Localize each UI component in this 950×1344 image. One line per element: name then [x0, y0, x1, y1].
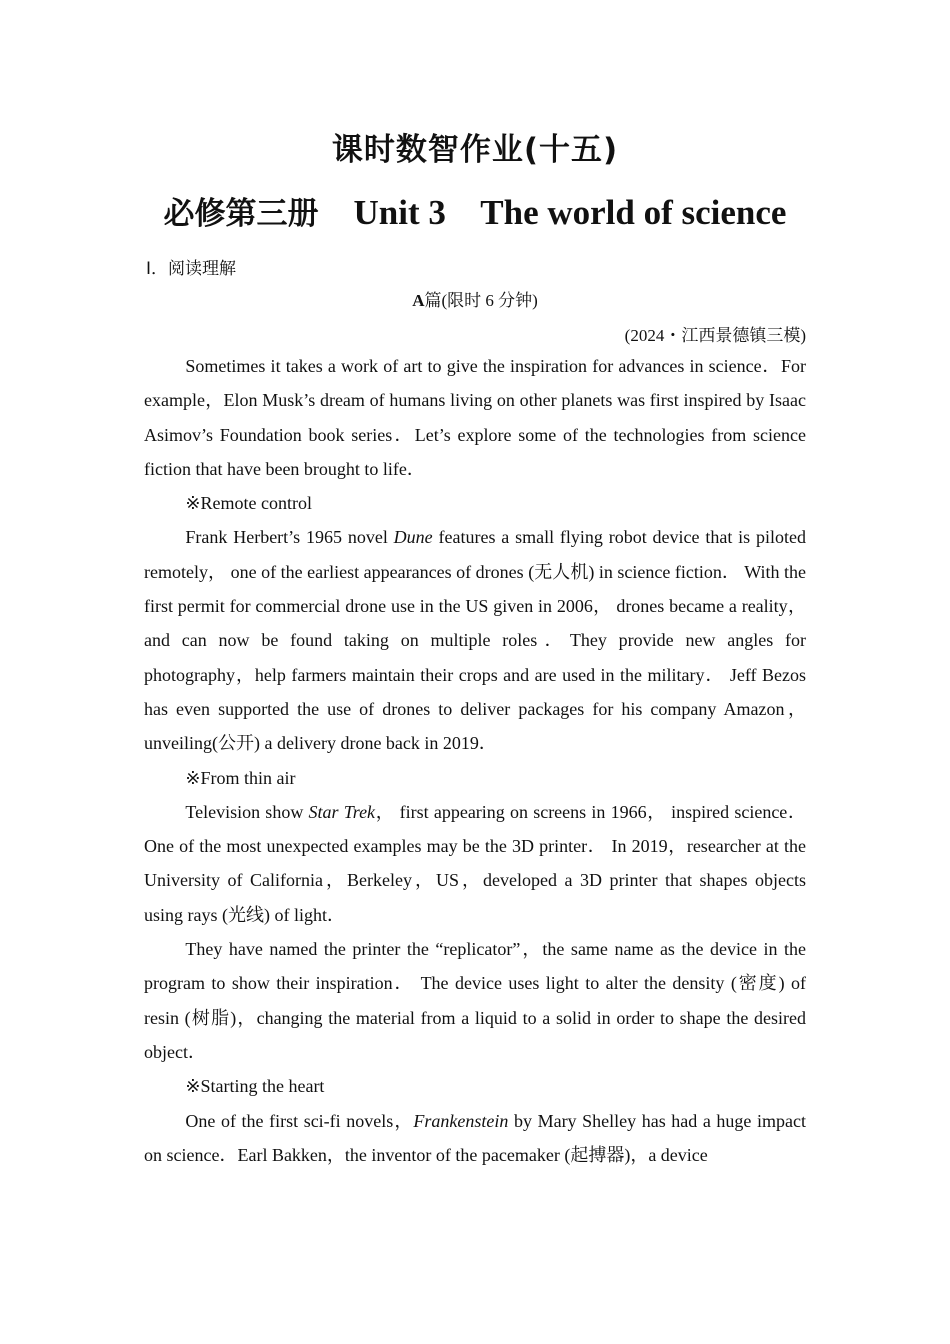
passage-body — [144, 349, 806, 1172]
paragraph-text: ， first appearing on screens in 1966， inspired science． One of the most unexpected examples may be the 3D printer． In 2019，researcher at the University of California，Berkeley，US，developed a 3D printer that shapes objects using rays (光线) of light． — [144, 801, 806, 925]
paragraph-drones — [144, 520, 806, 760]
worksheet-title: 课时数智作业(十五) — [331, 132, 619, 168]
passage-source: (2024・江西景德镇三模) — [624, 326, 806, 345]
subtitle-topic: The world of science — [480, 193, 787, 232]
unit-subtitle — [0, 188, 950, 233]
paragraph-text: features a small flying robot device that is piloted remotely， one of the earliest appearances of drones (无人机) in science fiction． With the first permit for commercial drone use in the US given in 2006， drones became a reality， and can now be found taking on multiple roles．They provide new angles for photography，help farmers maintain their crops and are used in the military． Jeff Bezos has even supported the use of drones to deliver packages for his company Amazon，unveiling(公开) a delivery drone back in 2019． — [144, 527, 806, 754]
book-title-dune: Dune — [393, 527, 433, 548]
subtitle-book: 必修第三册 — [163, 196, 319, 232]
paragraph-text: Frank Herbert’s 1965 novel — [185, 527, 394, 548]
paragraph-frankenstein — [144, 1104, 806, 1173]
paragraph-star-trek — [144, 795, 806, 932]
paragraph-text: by Mary Shelley has had a huge impact on science．Earl Bakken，the inventor of the pacemaker (起搏器)，a device — [144, 1110, 806, 1165]
subheading-remote-control: ※Remote control — [185, 493, 312, 514]
passage-letter: A — [412, 291, 425, 310]
subheading-thin-air: ※From thin air — [185, 767, 296, 788]
passage-time-limit: 篇(限时 6 分钟) — [424, 291, 538, 310]
show-title-star-trek: Star Trek — [308, 801, 376, 822]
paragraph-replicator: They have named the printer the “replicator”，the same name as the device in the program to show their inspiration． The device uses light to alter the density (密度) of resin (树脂)，changing the material from a liquid to a solid in order to shape the desired object． — [144, 939, 806, 1062]
paragraph-text: Television show — [185, 801, 309, 822]
paragraph-intro: Sometimes it takes a work of art to give the inspiration for advances in science．For example，Elon Musk’s dream of humans living on other planets was first inspired by Isaac Asimov’s Foundation book series．Let’s explore some of the technologies from science fiction that have been brought to life． — [144, 356, 806, 479]
paragraph-text: One of the first sci-fi novels， — [185, 1110, 414, 1131]
passage-heading — [0, 286, 950, 311]
section-heading: Ⅰ．阅读理解 — [146, 259, 237, 279]
subtitle-unit: Unit 3 — [353, 193, 446, 232]
subheading-starting-heart: ※Starting the heart — [185, 1076, 325, 1097]
book-title-frankenstein: Frankenstein — [413, 1110, 509, 1131]
